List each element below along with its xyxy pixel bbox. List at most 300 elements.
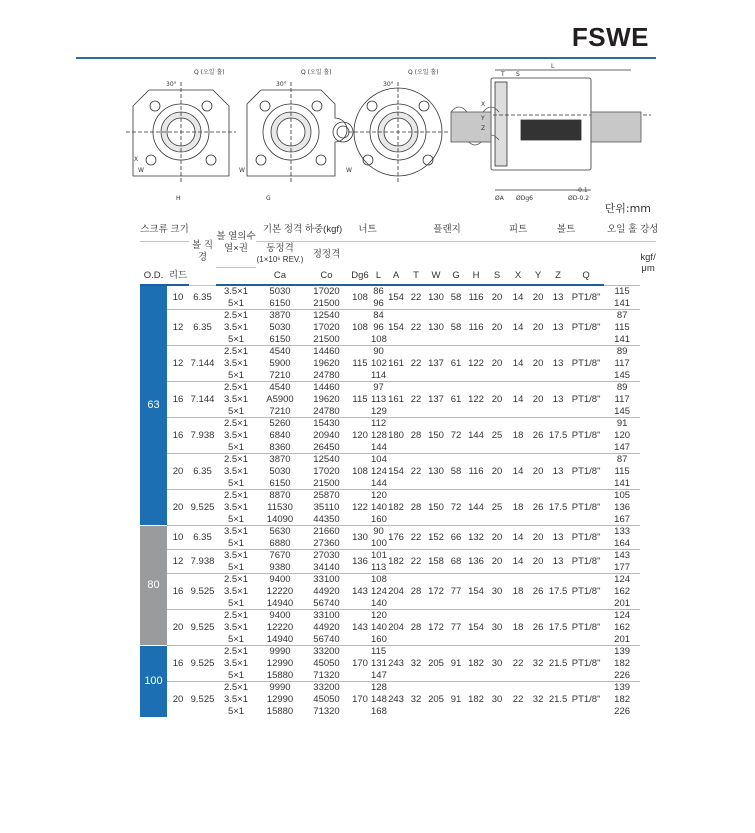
t-cell: 22 [406, 346, 426, 382]
header-od: O.D. [140, 267, 167, 285]
l-cell: 115 [371, 646, 387, 657]
turns-cell: 3.5×1 [223, 393, 249, 405]
lead-cell: 20 [167, 454, 189, 490]
ca-cell: 5030 [269, 321, 291, 333]
turns-cell: 3.5×1 [223, 465, 249, 477]
turns-cell: 2.5×1 [216, 646, 256, 658]
q-cell: PT1/8" [568, 418, 604, 454]
g-cell: 58 [446, 454, 466, 490]
co-cell: 24780 [313, 369, 340, 381]
co-cell: 21500 [313, 297, 340, 309]
dg6-cell: 143 [349, 574, 371, 610]
turns-cell: 3.5×1 [223, 657, 249, 669]
h-cell: 182 [466, 682, 486, 718]
turns-cell: 5×1 [227, 597, 245, 609]
l-cell: 96 [373, 297, 384, 309]
co-cell: 45050 [313, 657, 340, 669]
ca-cell: 6150 [269, 297, 291, 309]
lead-cell: 10 [167, 526, 189, 550]
ca-cell: 12990 [266, 657, 294, 669]
l-cell: 140 [371, 597, 387, 609]
co-cell: 44920 [313, 621, 340, 633]
t-cell: 22 [406, 382, 426, 418]
y-cell: 20 [528, 454, 548, 490]
stiffness-cell: 117 [614, 357, 630, 369]
header-kgf: kgf/μm [640, 251, 656, 275]
x-cell: 18 [508, 610, 528, 646]
s-cell: 30 [486, 610, 508, 646]
q-cell: PT1/8" [568, 574, 604, 610]
angle-label-3: 30° [383, 81, 394, 88]
ball-cell: 6.35 [189, 526, 216, 550]
w-cell: 130 [426, 310, 446, 346]
table-row [140, 574, 656, 586]
t-cell: 28 [406, 574, 426, 610]
l-cell: 108 [371, 574, 387, 585]
x-cell: 14 [508, 550, 528, 574]
s-cell: 20 [486, 550, 508, 574]
h-cell: 154 [466, 574, 486, 610]
table-row [140, 418, 656, 430]
w-cell: 150 [426, 418, 446, 454]
h-cell: 136 [466, 550, 486, 574]
s-cell: 20 [486, 310, 508, 346]
lead-cell: 12 [167, 346, 189, 382]
dg6-cell: 170 [349, 682, 371, 718]
flange-label-3: Q (오일 홀) [408, 69, 439, 76]
side-tol2: ØD-0.2 [568, 195, 590, 202]
ball-cell: 9.525 [189, 490, 216, 526]
turns-cell: 3.5×1 [223, 585, 249, 597]
ca-cell: 5030 [256, 285, 304, 298]
l-cell: 101 [371, 550, 387, 561]
q-cell: PT1/8" [568, 646, 604, 682]
l-cell: 86 [371, 285, 386, 298]
stiffness-cell: 182 [614, 657, 631, 669]
co-cell: 27030 [304, 550, 349, 562]
turns-cell: 2.5×1 [216, 610, 256, 622]
side-l-label: L [551, 63, 555, 70]
stiffness-cell: 201 [614, 633, 631, 645]
g-cell: 91 [446, 682, 466, 718]
z-cell: 13 [548, 550, 568, 574]
l-cell: 168 [371, 705, 387, 717]
co-cell: 56740 [313, 633, 340, 645]
ball-cell: 7.144 [189, 382, 216, 418]
turns-cell: 3.5×1 [216, 285, 256, 298]
y-cell: 32 [528, 646, 548, 682]
ca-cell: 6880 [269, 537, 291, 549]
ca-cell: 5260 [256, 418, 304, 430]
ca-cell: 8870 [256, 490, 304, 502]
y-cell: 26 [528, 610, 548, 646]
turns-cell: 2.5×1 [216, 454, 256, 466]
x-cell: 22 [508, 682, 528, 718]
x-cell: 14 [508, 526, 528, 550]
stiffness-cell: 226 [614, 705, 631, 717]
a-cell: 243 [386, 646, 406, 682]
x-cell: 14 [508, 454, 528, 490]
w-cell: 137 [426, 382, 446, 418]
title-rule [76, 57, 656, 59]
stiffness-cell: 136 [614, 501, 631, 513]
t-cell: 22 [406, 526, 426, 550]
h-cell: 122 [466, 382, 486, 418]
table-row [140, 346, 656, 358]
l-cell: 112 [371, 418, 387, 429]
a-cell: 243 [386, 682, 406, 718]
turns-cell: 5×1 [227, 333, 245, 345]
g-cell: 77 [446, 610, 466, 646]
z-cell: 17.5 [548, 574, 568, 610]
q-cell: PT1/8" [568, 610, 604, 646]
turns-cell: 2.5×1 [216, 382, 256, 394]
header-y: Y [528, 267, 548, 285]
lead-cell: 16 [167, 382, 189, 418]
co-cell: 71320 [313, 705, 340, 717]
s-cell: 25 [486, 490, 508, 526]
side-z-label: Z [481, 125, 486, 132]
stiffness-cell: 145 [614, 369, 631, 381]
header-z: Z [548, 267, 568, 285]
stiffness-cell: 162 [614, 585, 631, 597]
q-cell: PT1/8" [568, 682, 604, 718]
t-cell: 22 [406, 454, 426, 490]
angle-label-1: 30° [166, 81, 177, 88]
x-cell: 18 [508, 490, 528, 526]
turns-cell: 5×1 [227, 669, 245, 681]
y-cell: 26 [528, 418, 548, 454]
g-cell: 72 [446, 418, 466, 454]
spec-table-body [140, 285, 656, 718]
stiffness-cell: 117 [614, 393, 630, 405]
header-s: S [486, 267, 508, 285]
header-stiff: 강성 [640, 219, 656, 241]
s-cell: 20 [486, 382, 508, 418]
spec-table [140, 219, 659, 718]
q-cell: PT1/8" [568, 490, 604, 526]
ball-cell: 7.938 [189, 550, 216, 574]
ca-cell: 12220 [266, 585, 294, 597]
header-stat: 정정격 [312, 248, 341, 260]
a-cell: 154 [386, 454, 406, 490]
stiffness-cell: 87 [604, 310, 640, 322]
header-turns: 볼 열의수 열×권 [216, 219, 256, 267]
q-cell: PT1/8" [568, 454, 604, 490]
side-s-label: S [516, 71, 520, 78]
s-cell: 20 [486, 526, 508, 550]
y-cell: 26 [528, 490, 548, 526]
l-cell: 100 [371, 537, 387, 549]
g-cell: 91 [446, 646, 466, 682]
ball-cell: 6.35 [189, 454, 216, 490]
flange-label-2: Q (오일 홀) [301, 69, 332, 76]
table-row [140, 526, 656, 538]
w-cell: 137 [426, 346, 446, 382]
ca-cell: 3870 [256, 454, 304, 466]
l-cell: 120 [371, 610, 387, 621]
stiffness-cell: 226 [614, 669, 631, 681]
header-t: T [406, 267, 426, 285]
l-cell: 104 [371, 454, 387, 465]
z-cell: 21.5 [548, 646, 568, 682]
l-cell: 90 [371, 346, 386, 358]
stiffness-cell: 147 [614, 441, 631, 453]
q-cell: PT1/8" [568, 550, 604, 574]
ca-cell: 9990 [256, 682, 304, 694]
co-cell: 12540 [304, 310, 349, 322]
ca-cell: 9400 [256, 610, 304, 622]
table-row [140, 682, 656, 694]
s-cell: 30 [486, 646, 508, 682]
g-cell: 58 [446, 285, 466, 310]
header-l: L [371, 267, 386, 285]
q-cell: PT1/8" [568, 346, 604, 382]
ca-cell: 14940 [266, 597, 294, 609]
w-cell: 158 [426, 550, 446, 574]
a-cell: 204 [386, 574, 406, 610]
l-cell: 160 [371, 513, 387, 525]
table-row [140, 490, 656, 502]
co-cell: 20940 [313, 429, 340, 441]
ca-cell: 5030 [269, 465, 291, 477]
turns-cell: 5×1 [227, 537, 245, 549]
ca-cell: 4540 [256, 346, 304, 358]
s-cell: 20 [486, 454, 508, 490]
turns-cell: 3.5×1 [223, 321, 249, 333]
l-cell: 96 [373, 321, 384, 333]
l-cell: 90 [371, 526, 386, 538]
stiffness-cell: 115 [604, 285, 640, 298]
header-q: Q [568, 267, 604, 285]
z-cell: 13 [548, 310, 568, 346]
s-cell: 20 [486, 285, 508, 310]
od-cell: 100 [140, 646, 167, 718]
z-cell: 13 [548, 285, 568, 310]
g-cell: 61 [446, 382, 466, 418]
turns-cell: 3.5×1 [216, 550, 256, 562]
z-cell: 21.5 [548, 682, 568, 718]
t-cell: 28 [406, 610, 426, 646]
h-cell: 144 [466, 490, 486, 526]
flange-drawing-2 [247, 82, 353, 182]
ca-cell: 6840 [269, 429, 291, 441]
a-cell: 161 [386, 382, 406, 418]
w-label-3: W [346, 167, 352, 174]
co-cell: 19620 [313, 357, 340, 369]
header-a: A [386, 267, 406, 285]
x-cell: 14 [508, 285, 528, 310]
z-cell: 13 [548, 346, 568, 382]
a-cell: 182 [386, 550, 406, 574]
co-cell: 34140 [313, 561, 340, 573]
h-cell: 116 [466, 310, 486, 346]
table-row [140, 454, 656, 466]
co-cell: 19620 [313, 393, 340, 405]
turns-cell: 5×1 [227, 297, 245, 309]
stiffness-cell: 105 [604, 490, 640, 502]
ca-cell: 7670 [256, 550, 304, 562]
z-cell: 17.5 [548, 610, 568, 646]
table-row [140, 382, 656, 394]
l-cell: 148 [371, 693, 387, 705]
co-cell: 35110 [313, 501, 340, 513]
s-cell: 30 [486, 574, 508, 610]
t-cell: 22 [406, 285, 426, 310]
dg6-cell: 143 [349, 610, 371, 646]
l-cell: 147 [371, 669, 387, 681]
g-cell: 68 [446, 550, 466, 574]
turns-cell: 2.5×1 [216, 682, 256, 694]
lead-cell: 12 [167, 310, 189, 346]
l-cell: 140 [371, 621, 387, 633]
t-cell: 22 [406, 310, 426, 346]
co-cell: 27360 [313, 537, 340, 549]
s-cell: 20 [486, 346, 508, 382]
turns-cell: 3.5×1 [223, 357, 249, 369]
turns-cell: 2.5×1 [216, 490, 256, 502]
table-row [140, 646, 656, 658]
co-cell: 17020 [304, 285, 349, 298]
header-dg6: Dg6 [349, 267, 371, 285]
z-cell: 13 [548, 454, 568, 490]
turns-cell: 3.5×1 [216, 526, 256, 538]
dg6-cell: 130 [349, 526, 371, 550]
co-cell: 15430 [304, 418, 349, 430]
ca-cell: 12220 [266, 621, 294, 633]
dg6-cell: 122 [349, 490, 371, 526]
stiffness-cell: 133 [604, 526, 640, 538]
turns-cell: 2.5×1 [216, 574, 256, 586]
stiffness-cell: 167 [614, 513, 631, 525]
lead-cell: 10 [167, 285, 189, 310]
ball-cell: 9.525 [189, 682, 216, 718]
header-g: G [446, 267, 466, 285]
w-label-1: W [138, 167, 144, 174]
w-cell: 172 [426, 574, 446, 610]
ball-cell: 9.525 [189, 646, 216, 682]
lead-cell: 16 [167, 418, 189, 454]
stiffness-cell: 201 [614, 597, 631, 609]
s-cell: 30 [486, 682, 508, 718]
header-load: 기본 정격 하중(kgf) [256, 219, 349, 241]
dg6-cell: 170 [349, 646, 371, 682]
w-cell: 130 [426, 454, 446, 490]
co-cell: 33100 [304, 574, 349, 586]
z-cell: 13 [548, 382, 568, 418]
side-tol1: -0.1 [576, 187, 588, 194]
z-cell: 17.5 [548, 418, 568, 454]
l-cell: 124 [371, 465, 387, 477]
header-h: H [466, 267, 486, 285]
h-cell: 182 [466, 646, 486, 682]
l-cell: 129 [371, 405, 387, 417]
table-row [140, 310, 656, 322]
a-cell: 182 [386, 490, 406, 526]
a-cell: 154 [386, 285, 406, 310]
side-dg6-label: ØDg6 [516, 195, 533, 202]
flange-drawing-3 [348, 82, 448, 182]
stiffness-cell: 143 [604, 550, 640, 562]
t-cell: 28 [406, 490, 426, 526]
side-x-label: X [481, 101, 486, 108]
l-cell: 113 [371, 393, 387, 405]
co-cell: 44350 [313, 513, 340, 525]
stiffness-cell: 91 [604, 418, 640, 430]
ca-cell: 9990 [256, 646, 304, 658]
side-a-label: ØA [495, 195, 504, 202]
turns-cell: 3.5×1 [223, 621, 249, 633]
co-cell: 17020 [313, 321, 340, 333]
ca-cell: A5900 [266, 393, 294, 405]
h-cell: 116 [466, 285, 486, 310]
l-cell: 124 [371, 585, 387, 597]
header-dyn-sub: (1×10⁶ REV.) [256, 255, 304, 265]
w-cell: 152 [426, 526, 446, 550]
dg6-cell: 108 [349, 310, 371, 346]
y-cell: 20 [528, 285, 548, 310]
dg6-cell: 120 [349, 418, 371, 454]
header-ca: Ca [256, 267, 304, 285]
stiffness-cell: 124 [604, 574, 640, 586]
g-cell: 66 [446, 526, 466, 550]
header-dyn: 동정격 [266, 242, 294, 254]
table-row [140, 610, 656, 622]
side-y-label: Y [481, 115, 485, 122]
q-cell: PT1/8" [568, 310, 604, 346]
stiffness-cell: 89 [604, 382, 640, 394]
header-bolt: 볼트 [528, 219, 604, 241]
g-cell: 77 [446, 574, 466, 610]
g-cell: 58 [446, 310, 466, 346]
flange-label-1: Q (오일 홀) [194, 69, 225, 76]
stiffness-cell: 145 [614, 405, 631, 417]
w-label-2: W [239, 167, 245, 174]
y-cell: 20 [528, 550, 548, 574]
table-row [140, 285, 656, 298]
od-cell: 80 [140, 526, 167, 646]
z-cell: 13 [548, 526, 568, 550]
co-cell: 21500 [313, 477, 340, 489]
turns-cell: 5×1 [227, 477, 245, 489]
l-cell: 114 [371, 369, 387, 381]
stiffness-cell: 177 [614, 561, 631, 573]
ca-cell: 5900 [269, 357, 291, 369]
a-cell: 154 [386, 310, 406, 346]
ca-cell: 9400 [256, 574, 304, 586]
dg6-cell: 115 [349, 382, 371, 418]
ca-cell: 11530 [267, 501, 293, 513]
t-cell: 28 [406, 418, 426, 454]
g-label: G [266, 195, 271, 202]
g-cell: 72 [446, 490, 466, 526]
lead-cell: 20 [167, 490, 189, 526]
turns-cell: 5×1 [227, 633, 245, 645]
stiffness-cell: 115 [614, 321, 630, 333]
ball-cell: 9.525 [189, 610, 216, 646]
t-cell: 32 [406, 682, 426, 718]
ball-cell: 6.35 [189, 285, 216, 310]
l-cell: 131 [371, 657, 387, 669]
ca-cell: 3870 [256, 310, 304, 322]
t-cell: 32 [406, 646, 426, 682]
a-cell: 161 [386, 346, 406, 382]
turns-cell: 2.5×1 [216, 310, 256, 322]
co-cell: 44920 [313, 585, 340, 597]
ca-cell: 7210 [269, 405, 291, 417]
y-cell: 20 [528, 346, 548, 382]
table-row [140, 550, 656, 562]
